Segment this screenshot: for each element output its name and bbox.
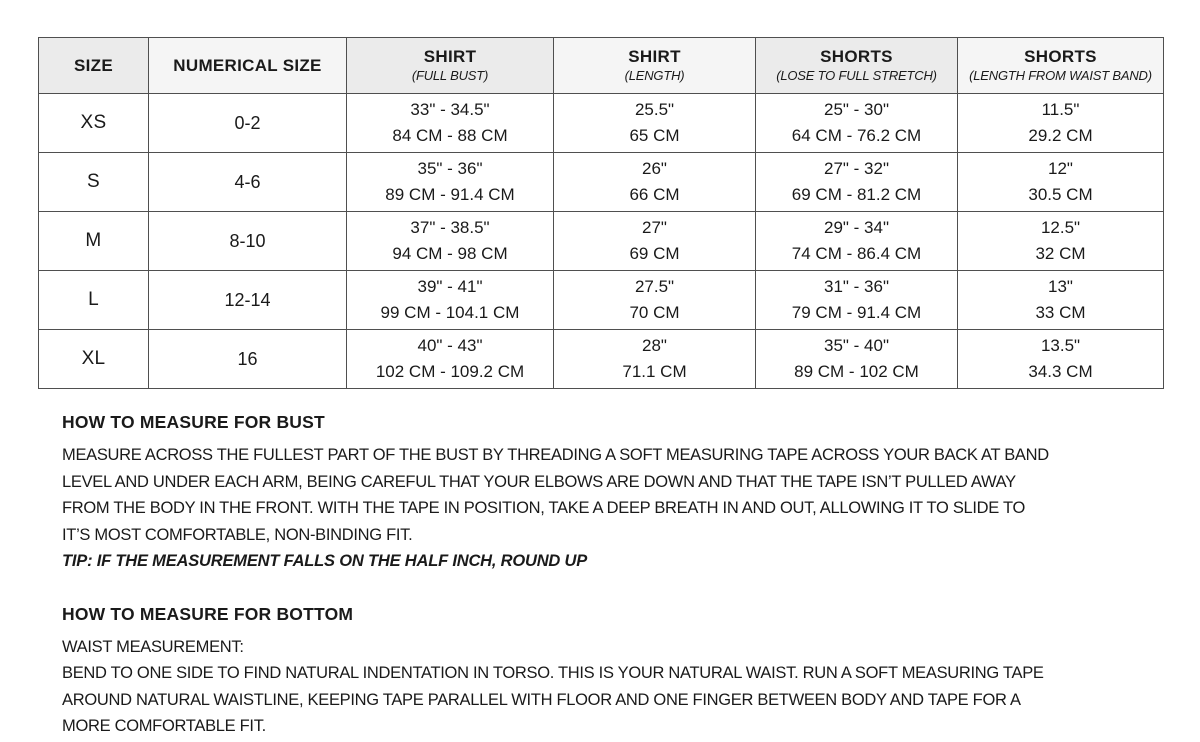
- cm-value: 34.3 CM: [1028, 362, 1093, 381]
- size-cell: [39, 153, 149, 212]
- cm-value: 32 CM: [1035, 244, 1086, 263]
- cm-value: 65 CM: [629, 126, 680, 145]
- numerical-size-cell: [149, 94, 347, 153]
- cm-value: 99 CM - 104.1 CM: [380, 303, 520, 322]
- shirt-length-cell: [554, 212, 756, 271]
- cm-value: 71.1 CM: [622, 362, 687, 381]
- header-cell-numerical-size: [149, 38, 347, 94]
- shorts-stretch-cell: [756, 212, 958, 271]
- numerical-size-cell: [149, 153, 347, 212]
- header-cell-shorts-length: [958, 38, 1164, 94]
- column-title: SHIRT: [628, 47, 681, 66]
- inches-value: 26": [642, 159, 667, 178]
- inches-value: 35" - 40": [824, 336, 889, 355]
- shirt-bust-cell: [347, 153, 554, 212]
- numerical-size-label: 12-14: [224, 289, 271, 310]
- cm-value: 29.2 CM: [1028, 126, 1093, 145]
- cm-value: 102 CM - 109.2 CM: [375, 362, 525, 381]
- inches-value: 35" - 36": [417, 159, 483, 178]
- column-subtitle: (LENGTH): [624, 68, 685, 83]
- inches-value: 33" - 34.5": [410, 100, 490, 119]
- inches-value: 25" - 30": [824, 100, 889, 119]
- numerical-size-cell: [149, 212, 347, 271]
- size-label: XL: [81, 348, 106, 369]
- cm-value: 33 CM: [1035, 303, 1086, 322]
- numerical-size-label: 4-6: [234, 171, 261, 192]
- inches-value: 13": [1048, 277, 1073, 296]
- inches-value: 40" - 43": [417, 336, 483, 355]
- size-cell: [39, 271, 149, 330]
- shirt-bust-cell: [347, 212, 554, 271]
- shirt-bust-cell: [347, 94, 554, 153]
- header-cell-shorts-stretch: [756, 38, 958, 94]
- cm-value: 69 CM - 81.2 CM: [791, 185, 922, 204]
- bottom-section: [62, 604, 1154, 740]
- shirt-bust-cell: [347, 330, 554, 389]
- numerical-size-label: 8-10: [229, 230, 266, 251]
- bust-paragraph-line: FROM THE BODY IN THE FRONT. WITH THE TAPE IN POSITION, TAKE A DEEP BREATH IN AND OUT, ALLOWING IT TO SLIDE TO: [62, 499, 1026, 517]
- bust-tip-note: TIP: IF THE MEASUREMENT FALLS ON THE HALF INCH, ROUND UP: [62, 552, 588, 570]
- numerical-size-label: 16: [237, 348, 258, 369]
- size-label: M: [85, 230, 102, 251]
- bust-section: [62, 412, 1154, 575]
- inches-value: 31" - 36": [824, 277, 889, 296]
- numerical-size-label: 0-2: [234, 112, 261, 133]
- header-cell-size: [39, 38, 149, 94]
- shorts-stretch-cell: [756, 271, 958, 330]
- cm-value: 66 CM: [629, 185, 680, 204]
- table-row-xs: [39, 94, 1164, 153]
- inches-value: 39" - 41": [417, 277, 483, 296]
- numerical-size-cell: [149, 271, 347, 330]
- cm-value: 94 CM - 98 CM: [392, 244, 508, 263]
- cm-value: 89 CM - 91.4 CM: [385, 185, 515, 204]
- inches-value: 27.5": [634, 277, 675, 296]
- size-label: L: [88, 289, 99, 310]
- inches-value: 27": [642, 218, 667, 237]
- shirt-length-cell: [554, 271, 756, 330]
- inches-value: 29" - 34": [824, 218, 889, 237]
- column-title: SHORTS: [1024, 47, 1097, 66]
- inches-value: 27" - 32": [824, 159, 889, 178]
- header-cell-shirt-length: [554, 38, 756, 94]
- column-title: SHIRT: [423, 47, 477, 66]
- shirt-bust-cell: [347, 271, 554, 330]
- inches-value: 28": [642, 336, 667, 355]
- shorts-length-cell: [958, 94, 1164, 153]
- cm-value: 70 CM: [629, 303, 680, 322]
- bust-section-heading: HOW TO MEASURE FOR BUST: [62, 412, 325, 432]
- table-row-l: [39, 271, 1164, 330]
- table-row-xl: [39, 330, 1164, 389]
- measuring-instructions: [62, 412, 1154, 740]
- inches-value: 12": [1048, 159, 1073, 178]
- cm-value: 69 CM: [629, 244, 680, 263]
- size-cell: [39, 330, 149, 389]
- cm-value: 30.5 CM: [1028, 185, 1093, 204]
- header-row: [39, 38, 1164, 94]
- inches-value: 37" - 38.5": [410, 218, 490, 237]
- inches-value: 12.5": [1040, 218, 1081, 237]
- size-label: S: [87, 171, 100, 192]
- inches-value: 25.5": [634, 100, 675, 119]
- column-subtitle: (LOSE TO FULL STRETCH): [776, 68, 937, 83]
- shorts-length-cell: [958, 271, 1164, 330]
- numerical-size-cell: [149, 330, 347, 389]
- bottom-paragraph-line: MORE COMFORTABLE FIT.: [62, 717, 266, 735]
- table-row-s: [39, 153, 1164, 212]
- shirt-length-cell: [554, 330, 756, 389]
- header-cell-shirt-bust: [347, 38, 554, 94]
- bottom-paragraph-line: AROUND NATURAL WAISTLINE, KEEPING TAPE PARALLEL WITH FLOOR AND ONE FINGER BETWEEN BODY AND TAPE FOR A: [62, 690, 1021, 709]
- bust-paragraph-line: LEVEL AND UNDER EACH ARM, BEING CAREFUL THAT YOUR ELBOWS ARE DOWN AND THAT THE TAPE ISN’T PULLED AWAY: [62, 472, 1016, 491]
- cm-value: 74 CM - 86.4 CM: [791, 244, 922, 263]
- shorts-stretch-cell: [756, 94, 958, 153]
- bottom-section-heading: HOW TO MEASURE FOR BOTTOM: [62, 603, 354, 624]
- shorts-stretch-cell: [756, 153, 958, 212]
- column-title: NUMERICAL SIZE: [173, 55, 322, 75]
- size-cell: [39, 212, 149, 271]
- cm-value: 64 CM - 76.2 CM: [791, 126, 922, 145]
- cm-value: 89 CM - 102 CM: [794, 362, 919, 381]
- shorts-length-cell: [958, 153, 1164, 212]
- column-subtitle: (LENGTH FROM WAIST BAND): [969, 68, 1152, 83]
- shirt-length-cell: [554, 153, 756, 212]
- bottom-paragraph-line: BEND TO ONE SIDE TO FIND NATURAL INDENTATION IN TORSO. THIS IS YOUR NATURAL WAIST. RUN A SOFT MEASURING TAPE: [62, 664, 1044, 682]
- shorts-length-cell: [958, 212, 1164, 271]
- table-row-m: [39, 212, 1164, 271]
- size-guide-page: [0, 37, 1200, 742]
- inches-value: 11.5": [1041, 100, 1080, 119]
- column-subtitle: (FULL BUST): [411, 68, 489, 83]
- shorts-stretch-cell: [756, 330, 958, 389]
- bust-paragraph-line: MEASURE ACROSS THE FULLEST PART OF THE BUST BY THREADING A SOFT MEASURING TAPE ACROSS YOUR BACK AT BAND: [62, 446, 1049, 464]
- cm-value: 79 CM - 91.4 CM: [791, 303, 922, 322]
- cm-value: 84 CM - 88 CM: [392, 126, 508, 145]
- column-title: SIZE: [74, 55, 113, 75]
- size-label: XS: [80, 112, 107, 133]
- shorts-length-cell: [958, 330, 1164, 389]
- size-cell: [39, 94, 149, 153]
- shirt-length-cell: [554, 94, 756, 153]
- column-title: SHORTS: [820, 47, 893, 66]
- inches-value: 13.5": [1040, 336, 1081, 355]
- size-chart-table: [38, 37, 1164, 389]
- bust-paragraph-line: IT’S MOST COMFORTABLE, NON-BINDING FIT.: [62, 525, 413, 544]
- waist-measurement-label: WAIST MEASUREMENT:: [62, 637, 244, 656]
